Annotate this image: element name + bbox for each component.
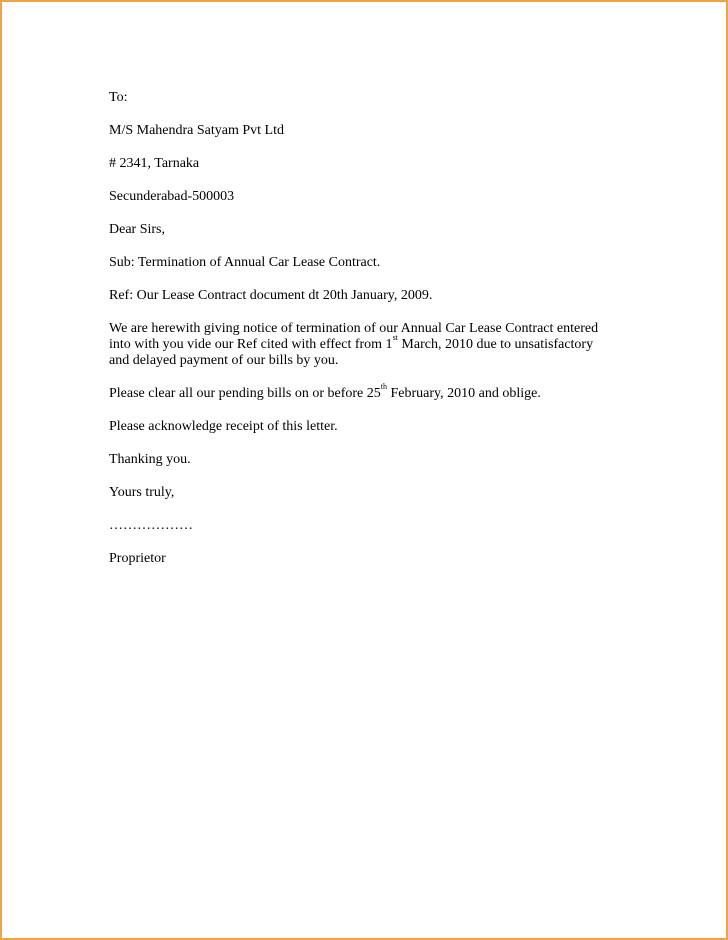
reference-line: Ref: Our Lease Contract document dt 20th January, 2009.: [109, 288, 433, 303]
body-paragraph-1-row-2-text: into with you vide our Ref cited with effect from 1: [109, 337, 393, 352]
body-paragraph-1: [109, 321, 609, 369]
signatory-title: Proprietor: [109, 551, 166, 566]
subject-line: Sub: Termination of Annual Car Lease Contract.: [109, 255, 381, 270]
ordinal-suffix: st: [392, 333, 398, 343]
to-label: To:: [109, 90, 128, 105]
salutation: Dear Sirs,: [109, 222, 165, 237]
body-paragraph-1-row-1: We are herewith giving notice of termination of our Annual Car Lease Contract entered: [109, 321, 599, 336]
closing-line: Yours truly,: [109, 485, 175, 500]
body-paragraph-2: [109, 382, 541, 402]
ordinal-suffix: th: [380, 382, 387, 392]
recipient-company: M/S Mahendra Satyam Pvt Ltd: [109, 123, 284, 138]
recipient-address-line2: Secunderabad-500003: [109, 189, 235, 204]
body-paragraph-2-text: Please clear all our pending bills on or before 25: [109, 386, 381, 401]
signature-placeholder: ………………: [109, 518, 193, 533]
thanks-line: Thanking you.: [109, 452, 191, 467]
body-paragraph-1-row-2-rest: March, 2010 due to unsatisfactory: [397, 337, 594, 352]
body-paragraph-3: Please acknowledge receipt of this letter.: [109, 419, 338, 434]
recipient-address-line1: # 2341, Tarnaka: [109, 156, 200, 171]
body-paragraph-2-rest: February, 2010 and oblige.: [386, 386, 541, 401]
body-paragraph-1-row-3: and delayed payment of our bills by you.: [109, 353, 339, 368]
body-paragraph-1-row-2: [109, 333, 609, 353]
